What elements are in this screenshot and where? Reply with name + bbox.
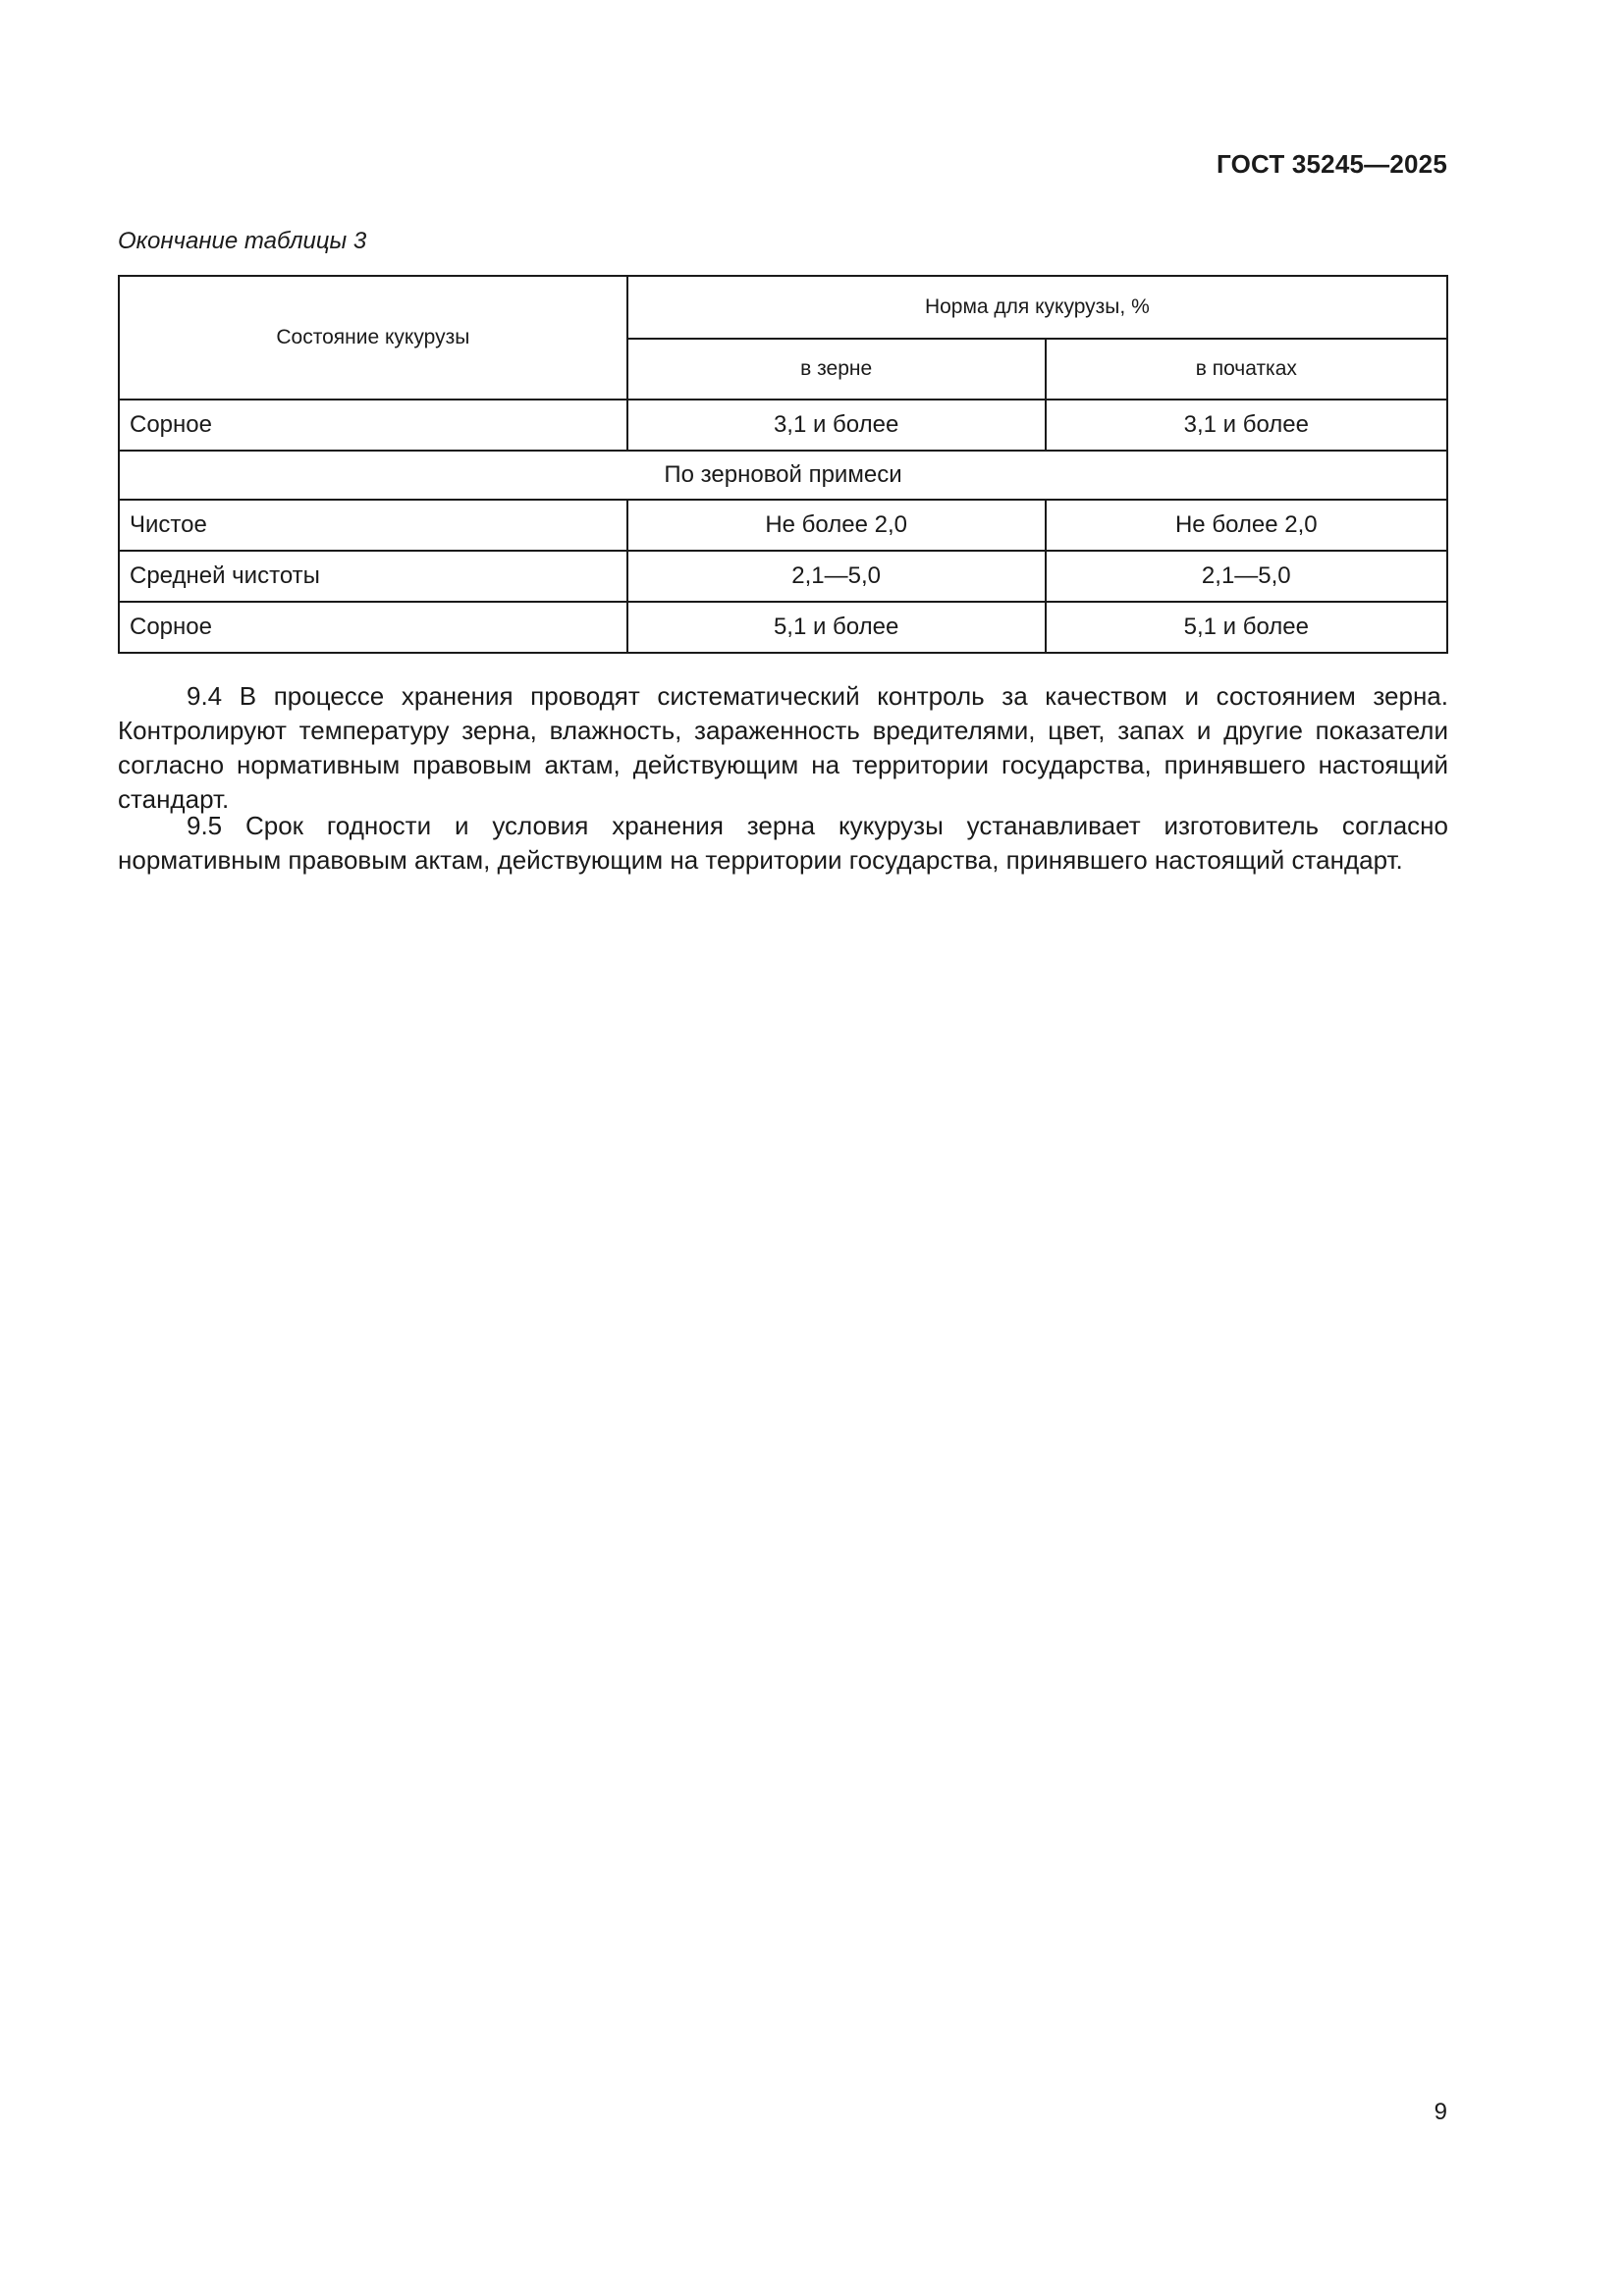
cell-cobs: 2,1—5,0: [1046, 551, 1447, 602]
norms-table: [118, 275, 1448, 654]
cell-grain: 3,1 и более: [627, 400, 1046, 451]
document-code: ГОСТ 35245—2025: [1217, 149, 1447, 179]
cell-state: Сорное: [119, 400, 627, 451]
cell-cobs: 3,1 и более: [1046, 400, 1447, 451]
cell-cobs: 5,1 и более: [1046, 602, 1447, 653]
cell-state: Чистое: [119, 500, 627, 551]
cell-state: Сорное: [119, 602, 627, 653]
section-title: По зерновой примеси: [119, 451, 1447, 500]
header-norm: Норма для кукурузы, %: [627, 276, 1447, 339]
header-cobs: в початках: [1046, 339, 1447, 400]
table-caption: Окончание таблицы 3: [118, 228, 367, 254]
cell-grain: Не более 2,0: [627, 500, 1046, 551]
cell-cobs: Не более 2,0: [1046, 500, 1447, 551]
paragraph-9-4: 9.4 В процессе хранения проводят систематический контроль за качеством и состоянием зерна. Контролируют температуру зерна, влажность, зараженность вредителями, цвет, запах и другие показатели согласно нормативным правовым актам, действующим на территории государства, принявшего настоящий стандарт.: [118, 681, 1448, 814]
paragraph-9-5: 9.5 Срок годности и условия хранения зерна кукурузы устанавливает изготовитель согласно нормативным правовым актам, действующим на территории государства, принявшего настоящий стандарт.: [118, 811, 1448, 875]
header-grain: в зерне: [627, 339, 1046, 400]
cell-grain: 5,1 и более: [627, 602, 1046, 653]
header-state: Состояние кукурузы: [119, 276, 627, 400]
table-row: [119, 500, 1447, 551]
cell-state: Средней чистоты: [119, 551, 627, 602]
page-number: 9: [1434, 2099, 1447, 2125]
table-row: [119, 551, 1447, 602]
cell-grain: 2,1—5,0: [627, 551, 1046, 602]
table-row: [119, 400, 1447, 451]
table-row: [119, 602, 1447, 653]
